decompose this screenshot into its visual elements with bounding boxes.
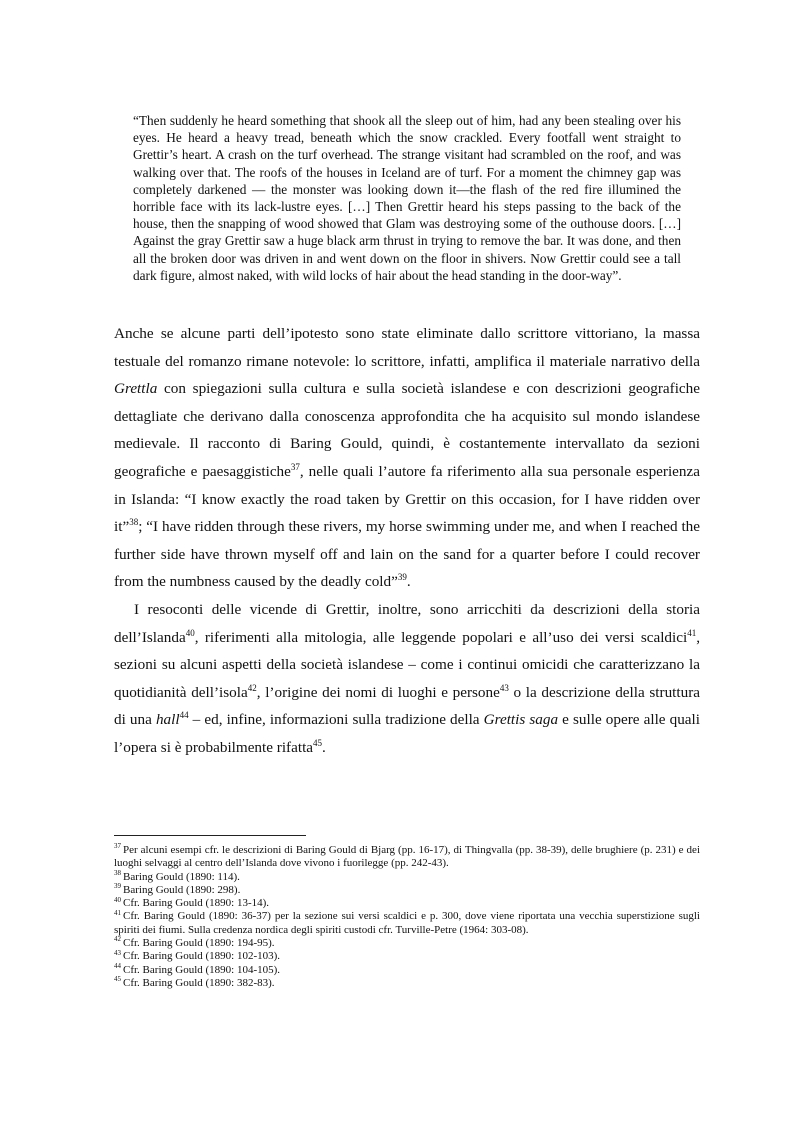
footnote-ref-38[interactable]: 38 xyxy=(129,517,139,528)
footnote-43: $^{43}$ Cfr. Baring Gould (1890: 102-103). xyxy=(114,948,281,963)
italic-hall: hall xyxy=(155,711,180,729)
footnote-ref-44[interactable]: 44 xyxy=(179,710,189,721)
footnote-39: $^{39}$ Baring Gould (1890: 298). xyxy=(114,882,241,896)
paragraph-1: Anche se alcune parti dell’ipotesto sono state eliminate dallo scrittore vittoriano, la massa testuale del romanzo rimane notevole: lo scrittore, infatti, amplifica il materiale narrativo della Grettla con spiegazioni sulla cultura e sulla società islandese e con descrizioni geografiche dettagliate che derivano dalla conoscenza approfondita che ha acquisito sul mondo islandese medievale. Il racconto di Baring Gould, quindi, è costantemente intervallato da sezioni geografiche e paesaggistiche$^{37}$, nelle quali l’autore fa riferimento alla sua personale esperienza in Islanda: “I know exactly the road taken by Grettir on this occasion, for I have ridden over it”$^{38}$; “I have ridden through these rivers, my horse swimming under me, and when I reached the further side have thrown myself off and lain on the sand for a quarter before I could recover from the numbness caused by the deadly cold”$^{39}$. xyxy=(114,325,701,591)
footnote-ref-40[interactable]: 40 xyxy=(185,627,195,638)
footnote-ref-43[interactable]: 43 xyxy=(499,682,509,693)
footnote-ref-39[interactable]: 39 xyxy=(397,572,407,583)
footnote-38: $^{38}$ Baring Gould (1890: 114). xyxy=(114,868,240,883)
paragraph-2: I resoconti delle vicende di Grettir, inoltre, sono arricchiti da descrizioni della storia dell’Islanda$^{40}$, riferimenti alla mitologia, alle leggende popolari e all’uso dei versi scaldici$^{41}$, sezioni su alcuni aspetti della società islandese – come i continui omicidi che caratterizzano la quotidianità dell’isola$^{42}$, l’origine dei nomi di luoghi e persone$^{43}$ o la descrizione della struttura di una hall$^{44}$ – ed, infine, informazioni sulla tradizione della Grettis saga e sulle opere alle quali l’opera si è probabilmente rifatta$^{45}$. xyxy=(114,600,700,756)
footnote-ref-45[interactable]: 45 xyxy=(313,737,323,748)
footnote-ref-42[interactable]: 42 xyxy=(247,682,257,693)
footnote-41: $^{41}$ Cfr. Baring Gould (1890: 36-37) per la sezione sui versi scaldici e p. 300, dove viene riportata una vecchia superstizione sugli spiriti dei fiumi. Sulla credenza nordica degli spiriti custodi cfr. Turville-Petre (1964: 303-08). xyxy=(114,908,700,936)
block-quote xyxy=(133,112,681,284)
quote-text: “Then suddenly he heard something that shook all the sleep out of him, had any been stealing over his eyes. He heard a heavy tread, beneath which the snow crackled. Every footfall went straight to Grettir’s heart. A crash on the turf overhead. The strange visitant had scrambled on the roof, and was walking over that. The roofs of the houses in Iceland are of turf. For a moment the chimney gap was completely darkened — the monster was looking down it—the flash of the red fire illumined the horrible face with its lack-lustre eyes. […] Then Grettir heard his steps passing to the back of the house, then the snapping of wood showed that Glam was destroying some of the outhouse doors. […] Against the gray Grettir saw a huge black arm thrust in trying to remove the bar. It was done, and then all the broken door was driven in and went down on the floor in shivers. Now Grettir could see a tall dark figure, almost naked, with wild locks of hair about the head standing in the door-way”. xyxy=(133,113,681,283)
footnote-42: $^{42}$ Cfr. Baring Gould (1890: 194-95). xyxy=(114,935,275,950)
footnote-40: $^{40}$ Cfr. Baring Gould (1890: 13-14). xyxy=(114,895,270,910)
body-text xyxy=(114,320,700,762)
italic-grettla: Grettla xyxy=(114,380,158,398)
italic-grettis-saga: Grettis saga xyxy=(483,711,559,729)
footnote-ref-37[interactable]: 37 xyxy=(290,461,300,472)
footnote-44: $^{44}$ Cfr. Baring Gould (1890: 104-105). xyxy=(114,962,281,976)
footnotes xyxy=(114,844,700,990)
footnote-ref-41[interactable]: 41 xyxy=(687,627,697,638)
footnote-separator xyxy=(114,835,306,836)
footnote-37: $^{37}$ Per alcuni esempi cfr. le descrizioni di Baring Gould di Bjarg (pp. 16-17), di Thingvalla (pp. 38-39), delle brughiere (p. 231) e dei luoghi selvaggi al centro dell’Islanda dove vivono i fuorilegge (pp. 242-43). xyxy=(114,842,700,870)
footnote-45: $^{45}$ Cfr. Baring Gould (1890: 382-83). xyxy=(114,975,275,989)
